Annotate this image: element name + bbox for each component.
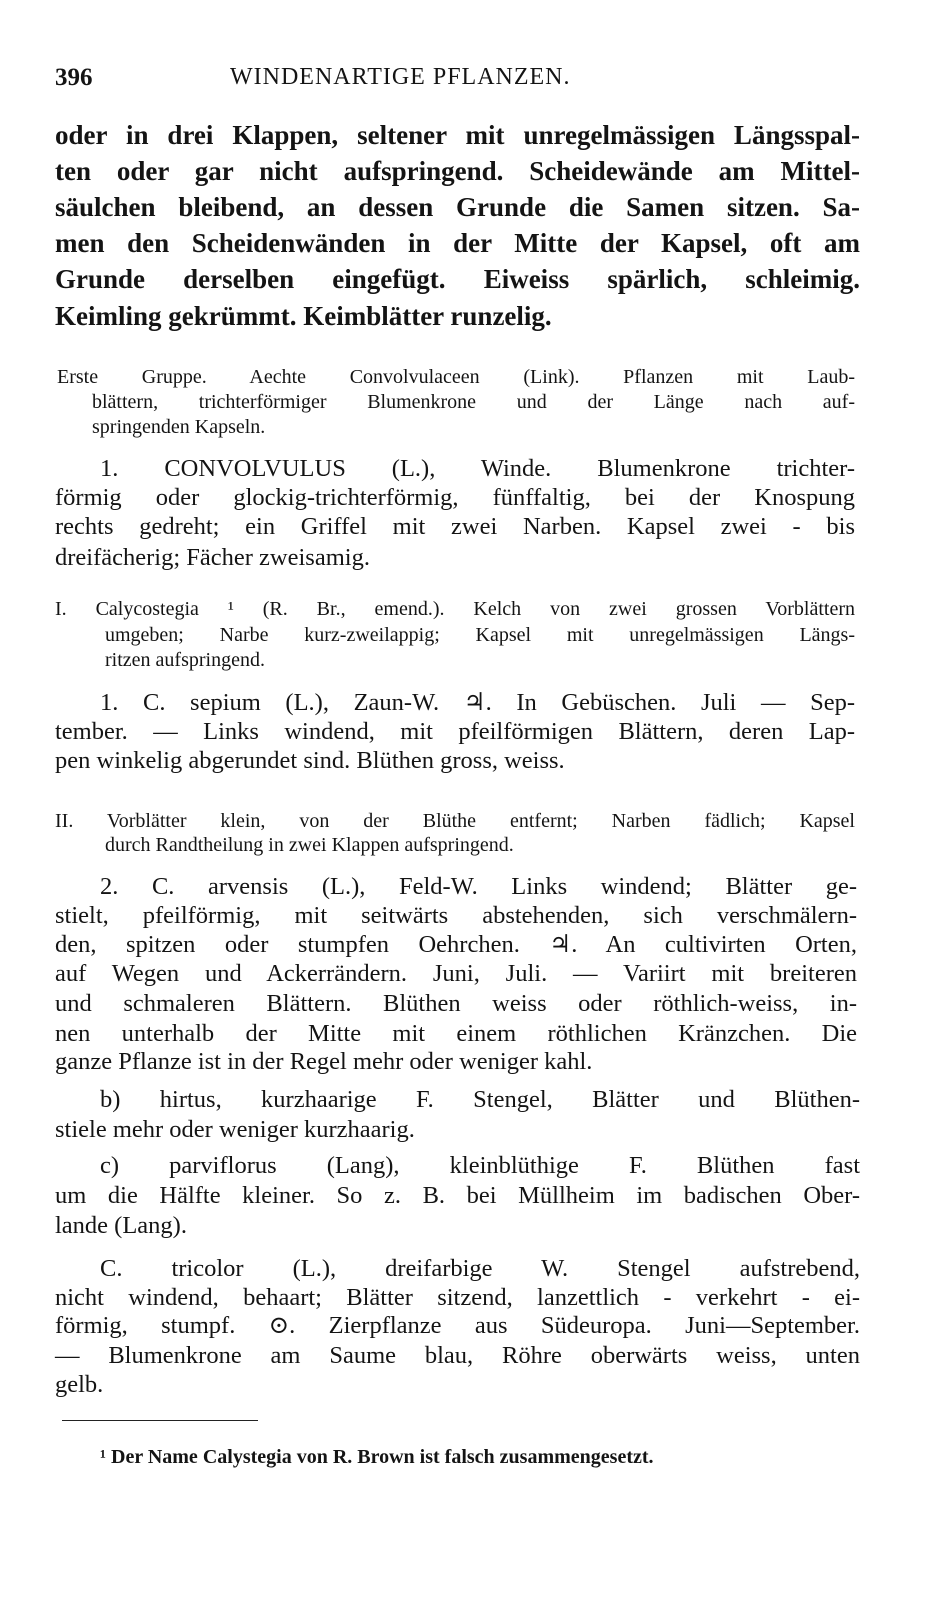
gruppe-text-line: blättern, trichterförmiger Blumenkrone und der Länge nach auf- [92, 391, 855, 413]
sepium-text-line: pen winkelig abgerundet sind. Blüthen gross, weiss. [55, 747, 565, 774]
arvensis-text-line: auf Wegen und Ackerrändern. Juni, Juli. — Variirt mit breiteren [55, 960, 857, 987]
arvensis-text-line: 2. C. arvensis (L.), Feld-W. Links windend; Blätter ge- [100, 873, 857, 900]
calycostegia-text-line: I. Calycostegia ¹ (R. Br., emend.). Kelch von zwei grossen Vorblättern [55, 598, 855, 620]
convolvulus-text-line: förmig oder glockig-trichterförmig, fünffaltig, bei der Knospung [55, 484, 855, 511]
section2-text-line: II. Vorblätter klein, von der Blüthe entfernt; Narben fädlich; Kapsel [55, 810, 855, 832]
tricolor-text-line: gelb. [55, 1371, 104, 1398]
parviflorus-text-line: um die Hälfte kleiner. So z. B. bei Müllheim im badischen Ober- [55, 1182, 860, 1209]
convolvulus-text-line: dreifächerig; Fächer zweisamig. [55, 544, 370, 571]
arvensis-text-line: und schmaleren Blättern. Blüthen weiss oder röthlich-weiss, in- [55, 990, 857, 1017]
parviflorus-text-line: lande (Lang). [55, 1212, 187, 1239]
intro-text-line: ten oder gar nicht aufspringend. Scheidewände am Mittel- [55, 156, 860, 186]
intro-text-line: säulchen bleibend, an dessen Grunde die Samen sitzen. Sa- [55, 192, 860, 222]
gruppe-text-line: springenden Kapseln. [92, 416, 266, 438]
tricolor-text-line: nicht windend, behaart; Blätter sitzend, lanzettlich - verkehrt - ei- [55, 1284, 860, 1311]
sepium-text-line: 1. C. sepium (L.), Zaun-W. ♃. In Gebüschen. Juli — Sep- [100, 689, 855, 716]
intro-text-line: men den Scheidenwänden in der Mitte der Kapsel, oft am [55, 228, 860, 258]
hirtus-text-line: b) hirtus, kurzhaarige F. Stengel, Blätter und Blüthen- [100, 1086, 860, 1113]
footnote-divider [62, 1420, 258, 1421]
hirtus-text-line: stiele mehr oder weniger kurzhaarig. [55, 1116, 415, 1143]
tricolor-text-line: förmig, stumpf. ⊙. Zierpflanze aus Südeuropa. Juni—September. [55, 1312, 860, 1339]
arvensis-text-line: nen unterhalb der Mitte mit einem röthlichen Kränzchen. Die [55, 1020, 857, 1047]
sepium-text-line: tember. — Links windend, mit pfeilförmigen Blättern, deren Lap- [55, 718, 855, 745]
parviflorus-text-line: c) parviflorus (Lang), kleinblüthige F. Blüthen fast [100, 1152, 860, 1179]
calycostegia-text-line: umgeben; Narbe kurz-zweilappig; Kapsel mit unregelmässigen Längs- [105, 624, 855, 646]
intro-text-line: Grunde derselben eingefügt. Eiweiss spärlich, schleimig. [55, 264, 860, 294]
intro-text-line: oder in drei Klappen, seltener mit unregelmässigen Längsspal- [55, 120, 860, 150]
calycostegia-text-line: ritzen aufspringend. [105, 649, 265, 671]
arvensis-text-line: stielt, pfeilförmig, mit seitwärts abstehenden, sich verschmälern- [55, 902, 857, 929]
arvensis-text-line: den, spitzen oder stumpfen Oehrchen. ♃. An cultivirten Orten, [55, 931, 857, 958]
intro-text-line: Keimling gekrümmt. Keimblätter runzelig. [55, 301, 552, 331]
convolvulus-text-line: 1. CONVOLVULUS (L.), Winde. Blumenkrone trichter- [100, 455, 855, 482]
page-number: 396 [55, 64, 93, 91]
footnote-text-line: ¹ Der Name Calystegia von R. Brown ist falsch zusammengesetzt. [100, 1446, 654, 1468]
convolvulus-text-line: rechts gedreht; ein Griffel mit zwei Narben. Kapsel zwei - bis [55, 513, 855, 540]
running-title: WINDENARTIGE PFLANZEN. [230, 64, 571, 90]
tricolor-text-line: C. tricolor (L.), dreifarbige W. Stengel aufstrebend, [100, 1255, 860, 1282]
tricolor-text-line: — Blumenkrone am Saume blau, Röhre oberwärts weiss, unten [55, 1342, 860, 1369]
section2-text-line: durch Randtheilung in zwei Klappen aufspringend. [105, 834, 514, 856]
gruppe-text-line: Erste Gruppe. Aechte Convolvulaceen (Link). Pflanzen mit Laub- [57, 366, 855, 388]
arvensis-text-line: ganze Pflanze ist in der Regel mehr oder weniger kahl. [55, 1048, 593, 1075]
